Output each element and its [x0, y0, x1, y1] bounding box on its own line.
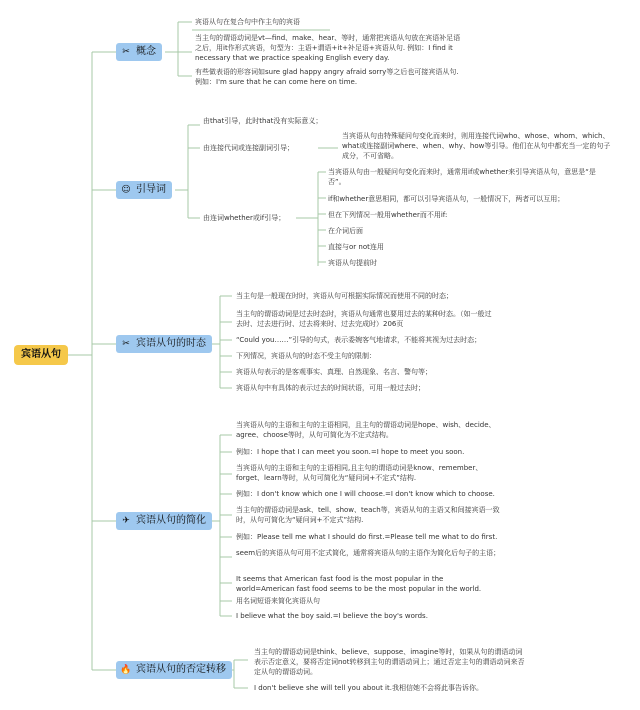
concept-leaf-1: 宾语从句在复合句中作主句的宾语 — [195, 18, 300, 26]
simplify-leaf-3: 当宾语从句的主语和主句的主语相同,且主句的谓语动词是know、remember、forget、learn等时，从句可简化为“疑问词+不定式”结构. — [236, 464, 483, 482]
simplify-leaf-9: 用名词短语来简化宾语从句 — [236, 597, 320, 605]
simplify-leaf-1: 当宾语从句的主语和主句的主语相同，且主句的谓语动词是hope、wish、decide、agree、choose等时，从句可简化为不定式结构。 — [236, 421, 496, 439]
intro-ifw-5: 直接与or not连用 — [328, 243, 384, 251]
negation-leaf-2: I don't believe she will tell you about it.我相信她不会将此事告诉你。 — [254, 684, 483, 692]
simplify-leaf-2: 例如：I hope that I can meet you soon.=I hope to meet you soon. — [236, 448, 465, 456]
fire-icon: 🔥 — [120, 665, 132, 675]
simplify-leaf-8: It seems that American fast food is the most popular in the world=American fast food seems to be the most popular in the world. — [236, 575, 482, 593]
branch-introducers[interactable] — [116, 181, 172, 199]
intro-that: 由that引导，此时that没有实际意义； — [203, 117, 323, 125]
tense-leaf-1: 当主句是一般现在时时，宾语从句可根据实际情况而使用不同的时态； — [236, 292, 453, 300]
branch-tense[interactable] — [116, 335, 212, 353]
simplify-leaf-5: 当主句的谓语动词是ask、tell、show、teach等，宾语从句的主语又和间接宾语一致时，从句可简化为“疑问词+不定式”结构. — [236, 506, 500, 524]
scissors-icon: ✂ — [122, 339, 130, 349]
scissors-icon: ✂ — [122, 47, 130, 57]
tense-leaf-4: 下列情况，宾语从句的时态不受主句的限制： — [236, 352, 376, 360]
concept-leaf-3: 有些做表语的形容词如sure glad happy angry afraid sorry等之后也可接宾语从句. 例如：I'm sure that he can come here on time. — [195, 68, 459, 86]
plane-icon: ✈ — [122, 516, 130, 526]
intro-wh-label: 由连接代词或连接副词引导； — [203, 144, 294, 152]
simplify-leaf-4: 例如：I don't know which one I will choose.=I don't know which to choose. — [236, 490, 495, 498]
tense-leaf-6: 宾语从句中有具体的表示过去的时间状语，可用一般过去时； — [236, 384, 425, 392]
intro-ifw-4: 在介词后面 — [328, 227, 363, 235]
intro-ifw-2: if和whether意思相同，都可以引导宾语从句，一般情况下，两者可以互用； — [328, 195, 565, 203]
tense-leaf-2: 当主句的谓语动词是过去时态时，宾语从句通常也要用过去的某种时态。（如一般过去时、过去进行时、过去将来时、过去完成时）206页 — [236, 310, 492, 328]
concept-leaf-2: 当主句的谓语动词是vt—find、make、hear、等时，通常把宾语从句放在宾语补足语之后，用it作形式宾语，句型为：主语+谓语+it+补足语+宾语从句. 例如：I find it necessary that we practice speaking English every day. — [195, 34, 461, 62]
emoji-icon: ☺ — [121, 185, 131, 195]
simplify-leaf-7: seem后的宾语从句可用不定式简化，通常将宾语从句的主语作为简化后句子的主语； — [236, 549, 501, 557]
simplify-leaf-10: I believe what the boy said.=I believe the boy's words. — [236, 612, 428, 620]
intro-ifw-label: 由连词whether或if引导； — [203, 214, 286, 222]
negation-leaf-1: 当主句的谓语动词是think、believe、suppose、imagine等时，如果从句的谓语动词表示否定意义，要将否定词not转移到主句的谓语动词上；通过否定主句的谓语动词来否定从句的谓语动词。 — [254, 648, 525, 676]
branch-simplify[interactable] — [116, 512, 212, 530]
branch-concept[interactable] — [116, 43, 162, 61]
branch-label: 宾语从句的时态 — [136, 338, 206, 349]
branch-label: 宾语从句的否定转移 — [136, 664, 226, 675]
tense-leaf-5: 宾语从句表示的是客观事实、真理、自然现象、名言、警句等； — [236, 368, 432, 376]
intro-ifw-3: 但在下列情况一般用whether而不用if: — [328, 211, 448, 219]
branch-label: 引导词 — [136, 184, 166, 195]
intro-ifw-1: 当宾语从句由一般疑问句变化而来时，通常用if或whether来引导宾语从句，意思是“是否”。 — [328, 168, 596, 186]
simplify-leaf-6: 例如：Please tell me what I should do first.=Please tell me what to do first. — [236, 533, 498, 541]
tense-leaf-3: “Could you……”引导的句式，表示委婉客气地请求，不能将其视为过去时态； — [236, 336, 482, 344]
root-node[interactable]: 宾语从句 — [14, 345, 68, 365]
branch-label: 宾语从句的简化 — [136, 515, 206, 526]
branch-label: 概念 — [136, 46, 156, 57]
intro-wh-text: 当宾语从句由特殊疑问句变化而来时，则用连接代词who、whose、whom、which、what或连接副词where、when、why、how等引导。他们在从句中都充当一定的句子成分，不可省略。 — [342, 132, 611, 160]
intro-ifw-6: 宾语从句提前时 — [328, 259, 377, 267]
branch-negation[interactable] — [116, 661, 232, 679]
